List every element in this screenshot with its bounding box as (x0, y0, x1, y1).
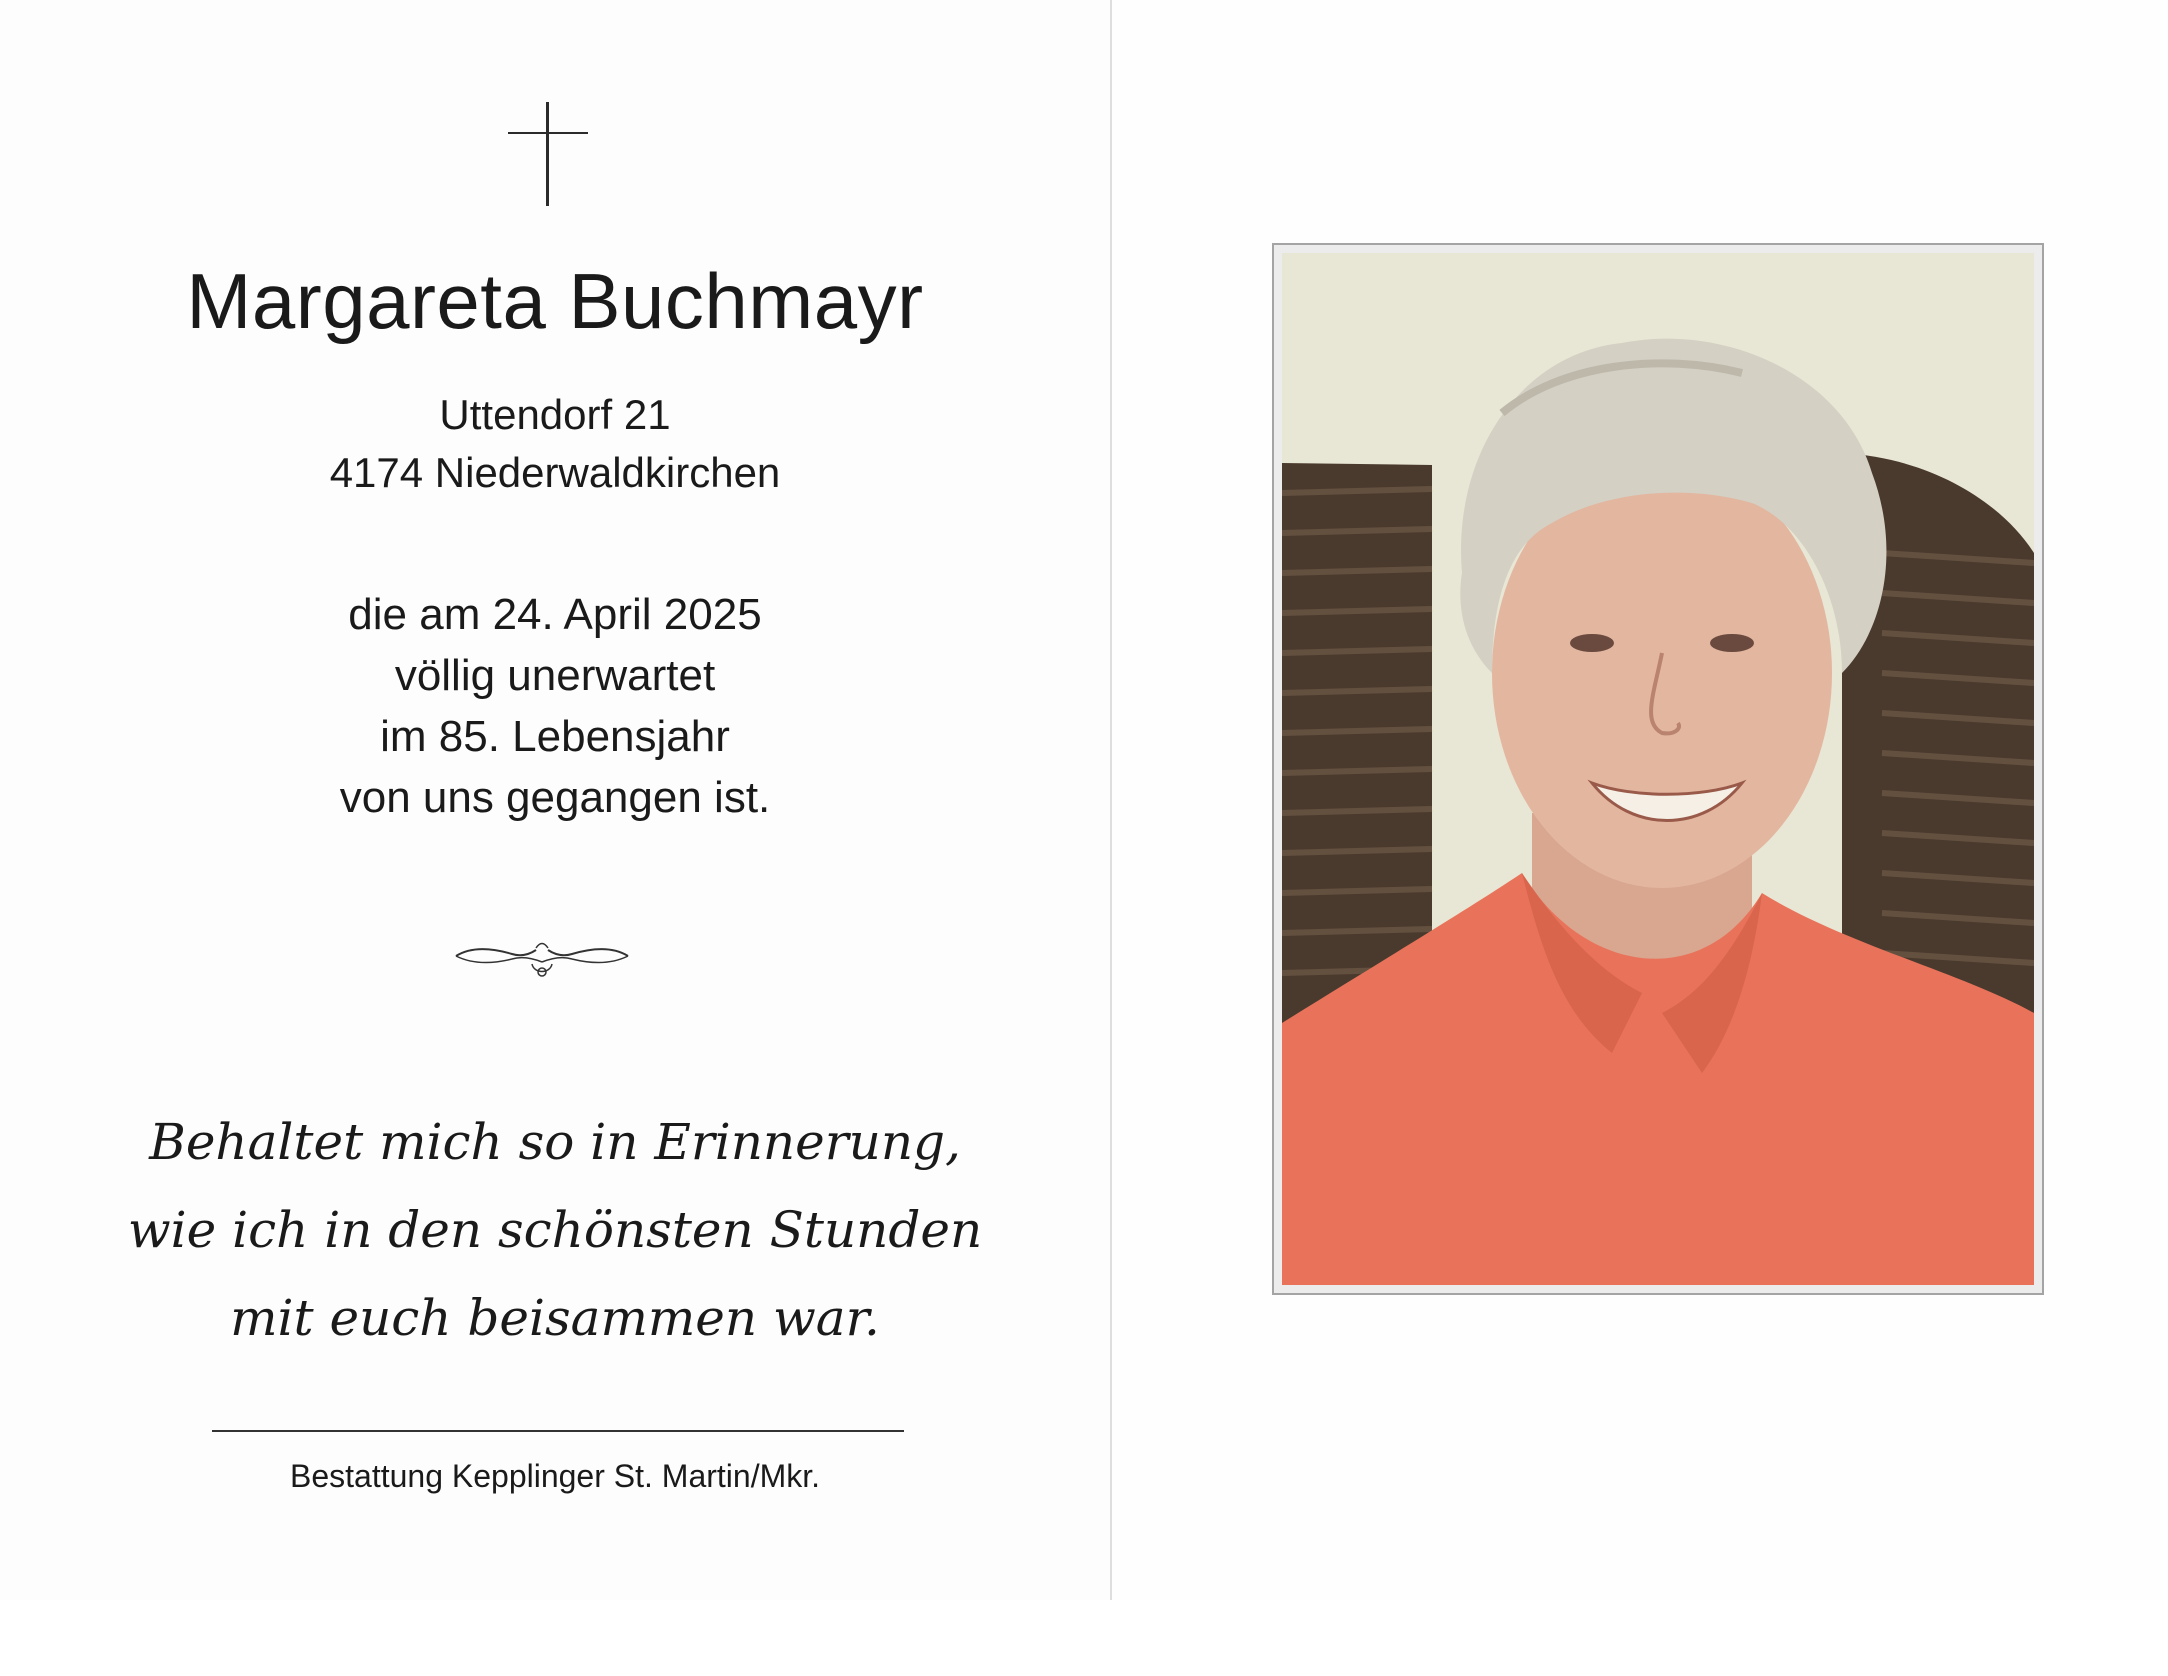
quote-line: mit euch beisammen war. (230, 1289, 880, 1347)
portrait-frame (1272, 243, 2044, 1295)
death-notice-line: völlig unerwartet (394, 651, 716, 700)
death-notice-line: im 85. Lebensjahr (380, 712, 730, 761)
ornament-icon (452, 934, 632, 984)
address (80, 386, 1030, 502)
death-notice-line: die am 24. April 2025 (348, 590, 762, 639)
deceased-name: Margareta Buchmayr (186, 257, 924, 345)
death-notice-line: von uns gegangen ist. (339, 773, 771, 822)
memorial-quote (80, 1098, 1030, 1362)
quote-line: Behaltet mich so in Erinnerung, (149, 1113, 961, 1171)
funeral-home: Bestattung Kepplinger St. Martin/Mkr. (289, 1458, 821, 1494)
address-street: Uttendorf 21 (439, 391, 671, 438)
cross-icon (508, 102, 588, 206)
divider-line (212, 1430, 904, 1432)
address-city: 4174 Niederwaldkirchen (329, 449, 781, 496)
quote-line: wie ich in den schönsten Stunden (127, 1201, 983, 1259)
death-notice (80, 584, 1030, 828)
portrait-photo (1282, 253, 2034, 1285)
left-page (0, 0, 1110, 1600)
